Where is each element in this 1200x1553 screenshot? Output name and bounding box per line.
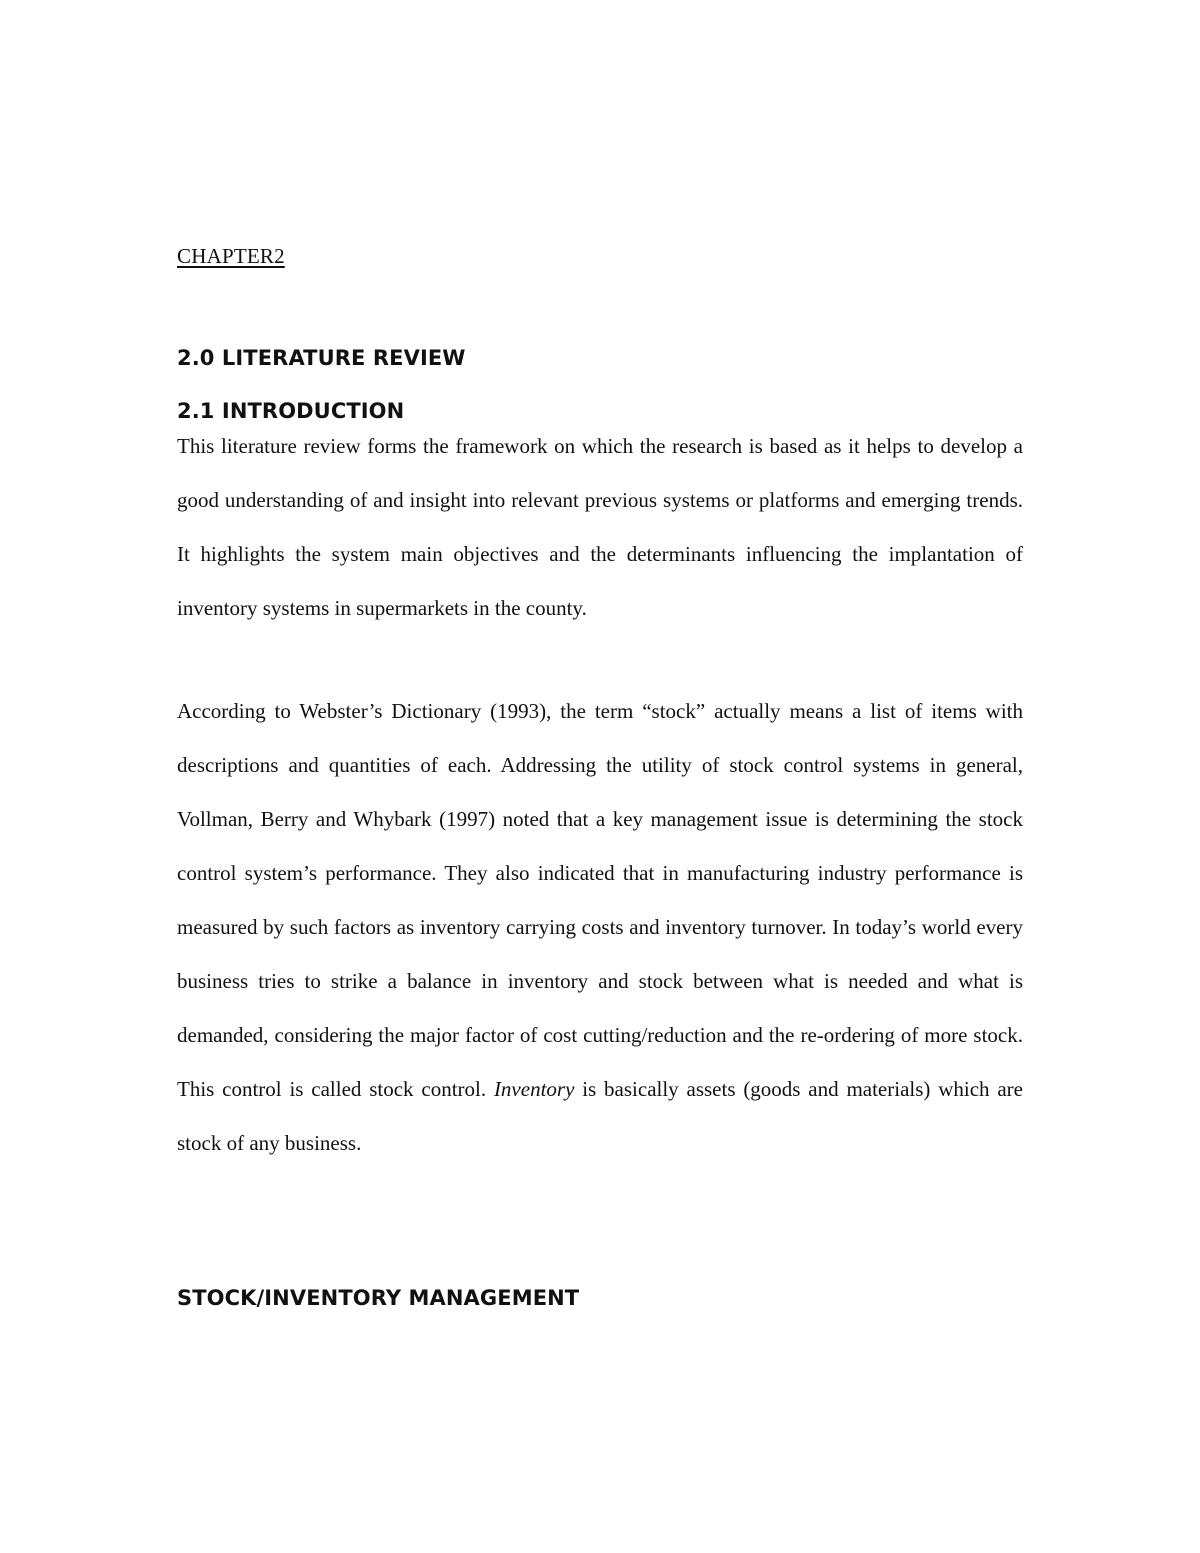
definition-paragraph [177, 684, 1023, 1170]
intro-paragraph: This literature review forms the framework on which the research is based as it helps to develop a good understanding of and insight into relevant previous systems or platforms and emerging trends. It highlights the system main objectives and the determinants influencing the implantation of inventory systems in supermarkets in the county. [177, 434, 1023, 620]
subsection-heading: 2.1 INTRODUCTION [177, 399, 405, 423]
section-heading: 2.0 LITERATURE REVIEW [177, 346, 466, 370]
italic-term-inventory: Inventory [493, 1077, 575, 1101]
definition-paragraph-text-end: is basically assets (goods and materials) which are stock of any business. [177, 1077, 1023, 1155]
stock-inventory-heading: STOCK/INVENTORY MANAGEMENT [177, 1286, 580, 1310]
definition-paragraph-text-start: According to Webster’s Dictionary (1993), the term “stock” actually means a list of items with descriptions and quantities of each. Addressing the utility of stock control systems in general, Vollman, Berry and Whybark (1997) noted that a key management issue is determining the stock control system’s performance. They also indicated that in manufacturing industry performance is measured by such factors as inventory carrying costs and inventory turnover. In today’s world every business tries to strike a balance in inventory and stock between what is needed and what is demanded, considering the major factor of cost cutting/reduction and the re-ordering of more stock. This control is called stock control. [177, 699, 1023, 1101]
chapter-label: CHAPTER2 [177, 244, 285, 268]
